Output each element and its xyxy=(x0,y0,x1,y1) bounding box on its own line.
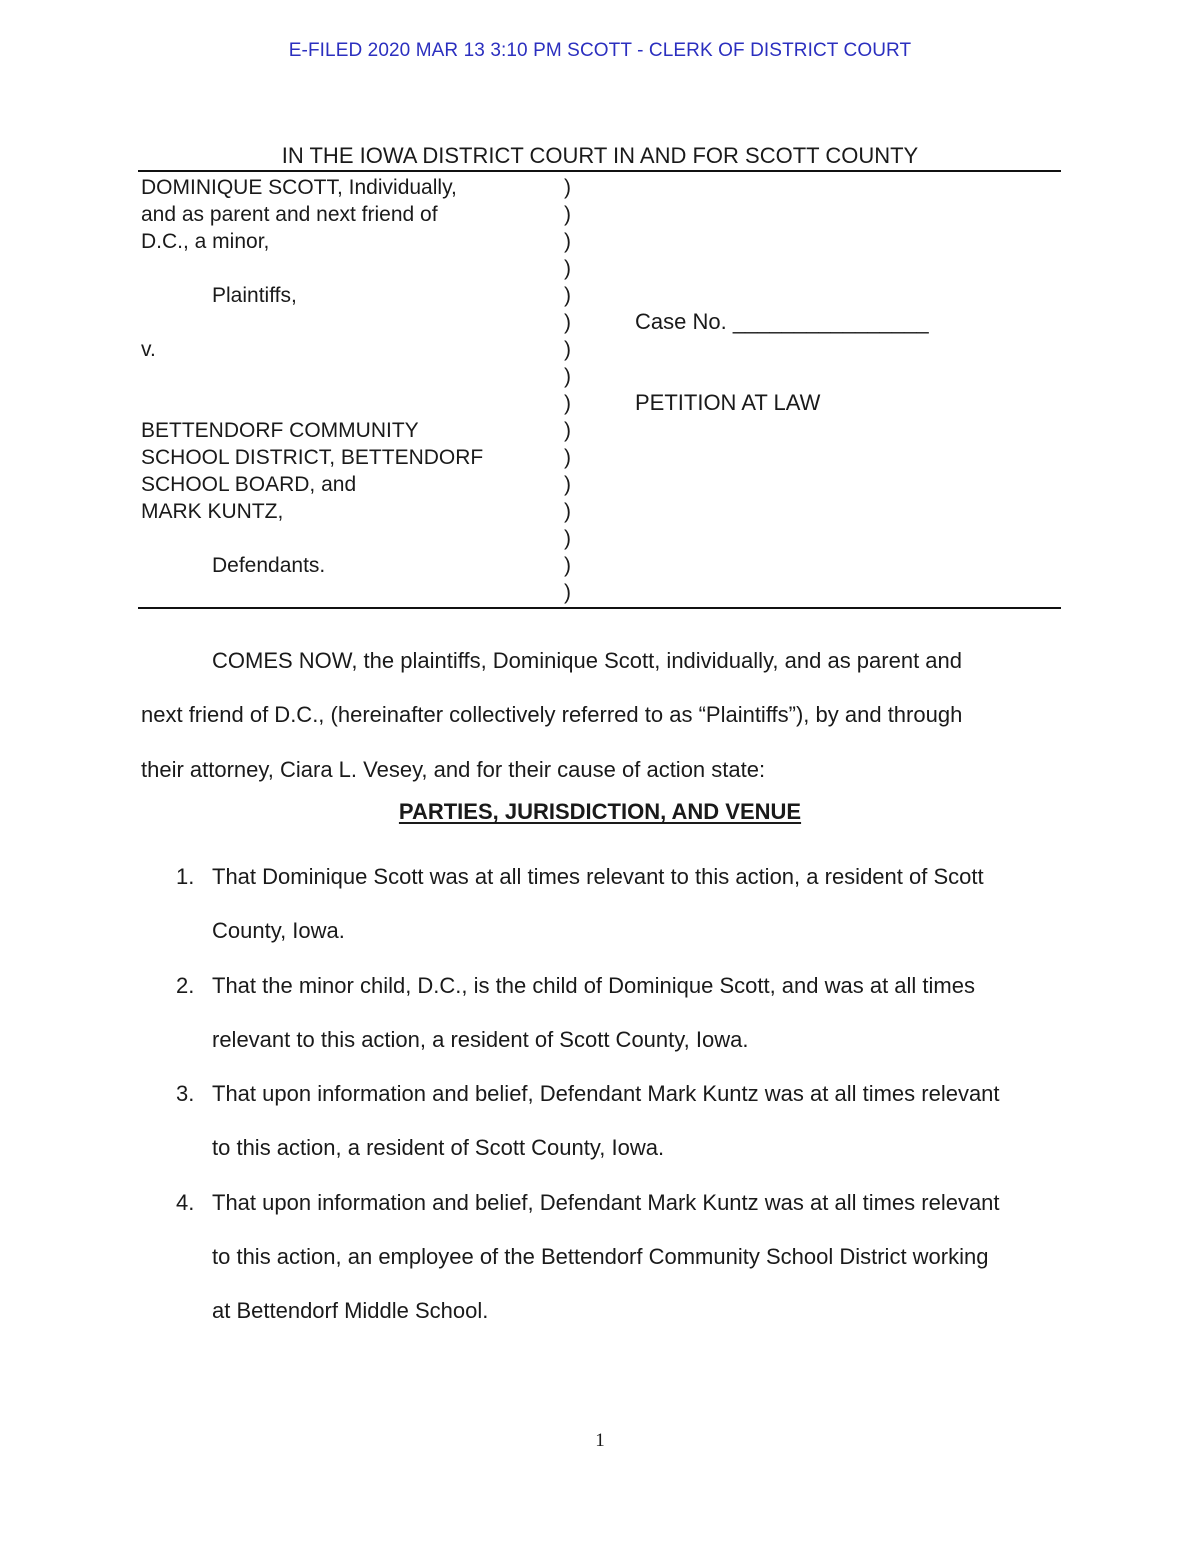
paren: ) xyxy=(564,284,571,307)
paren: ) xyxy=(564,365,571,388)
caption-spacer xyxy=(141,390,483,417)
page-number: 1 xyxy=(595,1430,605,1451)
item-line: County, Iowa. xyxy=(212,918,345,944)
paren: ) xyxy=(564,176,571,199)
paren: ) xyxy=(564,500,571,523)
item-line: relevant to this action, a resident of Scott County, Iowa. xyxy=(212,1026,749,1052)
item-number: 3. xyxy=(176,1081,195,1107)
paren: ) xyxy=(564,554,571,577)
efiled-stamp: E-FILED 2020 MAR 13 3:10 PM SCOTT - CLERK OF DISTRICT COURT xyxy=(288,40,912,61)
intro-line: COMES NOW, the plaintiffs, Dominique Scott, individually, and as parent and xyxy=(212,648,962,673)
item-number: 2. xyxy=(176,972,195,998)
paren: ) xyxy=(564,419,571,442)
plaintiffs-label: Plaintiffs, xyxy=(212,284,297,307)
plaintiff-line: D.C., a minor, xyxy=(141,230,270,253)
caption-paren-column xyxy=(564,174,571,606)
caption-spacer xyxy=(141,255,483,282)
item-line: That upon information and belief, Defendant Mark Kuntz was at all times relevant xyxy=(212,1189,1000,1215)
court-title: IN THE IOWA DISTRICT COURT IN AND FOR SCOTT COUNTY xyxy=(281,143,919,168)
paren: ) xyxy=(564,257,571,280)
defendant-line: SCHOOL BOARD, and xyxy=(141,473,357,496)
paren: ) xyxy=(564,392,571,415)
paren: ) xyxy=(564,311,571,334)
numbered-paragraphs xyxy=(141,850,1071,1339)
defendants-label: Defendants. xyxy=(212,554,326,577)
paren: ) xyxy=(564,203,571,226)
defendant-line: MARK KUNTZ, xyxy=(141,500,284,523)
caption-parties xyxy=(141,174,483,579)
caption-spacer xyxy=(141,363,483,390)
item-line: to this action, a resident of Scott County, Iowa. xyxy=(212,1135,665,1161)
list-item xyxy=(141,850,1071,959)
item-number: 4. xyxy=(176,1189,195,1215)
caption-top-rule xyxy=(138,170,1061,172)
item-line: That upon information and belief, Defendant Mark Kuntz was at all times relevant xyxy=(212,1081,1000,1107)
paren: ) xyxy=(564,473,571,496)
paren: ) xyxy=(564,338,571,361)
caption-bottom-rule xyxy=(138,607,1061,609)
list-item xyxy=(141,959,1071,1068)
item-line: at Bettendorf Middle School. xyxy=(212,1298,489,1324)
document-type: PETITION AT LAW xyxy=(635,390,821,415)
item-line: That the minor child, D.C., is the child of Dominique Scott, and was at all times xyxy=(212,972,975,998)
defendant-line: BETTENDORF COMMUNITY xyxy=(141,419,419,442)
intro-line: their attorney, Ciara L. Vesey, and for their cause of action state: xyxy=(141,756,766,782)
paren: ) xyxy=(564,581,571,604)
item-line: to this action, an employee of the Bettendorf Community School District working xyxy=(212,1244,989,1270)
list-item xyxy=(141,1067,1071,1176)
caption-spacer xyxy=(141,525,483,552)
defendant-line: SCHOOL DISTRICT, BETTENDORF xyxy=(141,446,484,469)
item-number: 1. xyxy=(176,864,195,889)
paren: ) xyxy=(564,527,571,550)
list-item xyxy=(141,1176,1071,1339)
paren: ) xyxy=(564,446,571,469)
plaintiff-line: and as parent and next friend of xyxy=(141,203,438,226)
section-heading: PARTIES, JURISDICTION, AND VENUE xyxy=(398,799,802,824)
caption-spacer xyxy=(141,309,483,336)
item-line: That Dominique Scott was at all times relevant to this action, a resident of Scott xyxy=(212,864,984,889)
intro-paragraph xyxy=(141,634,1041,797)
versus-label: v. xyxy=(141,338,156,361)
plaintiff-line: DOMINIQUE SCOTT, Individually, xyxy=(141,176,457,199)
paren: ) xyxy=(564,230,571,253)
intro-line: next friend of D.C., (hereinafter collectively referred to as “Plaintiffs”), by and through xyxy=(141,702,963,728)
case-number-field: Case No. ________________ xyxy=(635,309,929,334)
